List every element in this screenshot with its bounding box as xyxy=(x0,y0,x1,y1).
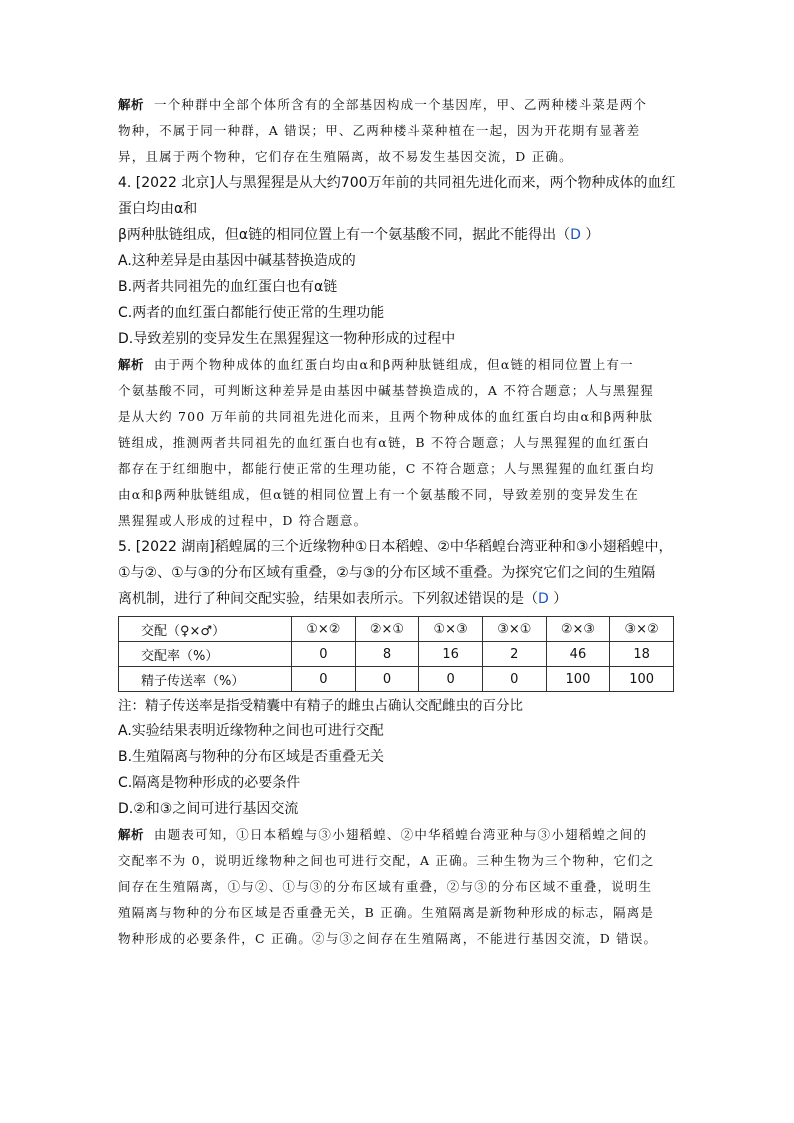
table-header-cell: 交配（♀×♂） xyxy=(119,617,292,642)
table-header-cell: ③×② xyxy=(610,617,674,642)
table-cell: 8 xyxy=(355,642,419,667)
q4-analysis-line-1: 解析 由于两个物种成体的血红蛋白均由α和β两种肽链组成，但α链的相同位置上有一 xyxy=(118,357,634,372)
q5-analysis-line-4: 殖隔离与物种的分布区域是否重叠无关，B 正确。生殖隔离是新物种形成的标志，隔离是 xyxy=(118,905,655,920)
q5-option-c: C.隔离是物种形成的必要条件 xyxy=(118,775,301,791)
table-cell: 100 xyxy=(610,667,674,692)
q5-stem-line-3: 离机制，进行了种间交配实验，结果如表所示。下列叙述错误的是（D ） xyxy=(118,591,568,607)
q5-analysis-line-1: 解析 由题表可知，①日本稻蝗与③小翅稻蝗、②中华稻蝗台湾亚种与③小翅稻蝗之间的 xyxy=(118,827,648,842)
table-header-cell: ③×① xyxy=(482,617,546,642)
table-header-cell: ②×③ xyxy=(546,617,610,642)
q4-option-a: A.这种差异是由基因中碱基替换造成的 xyxy=(118,253,356,269)
q5-option-d: D.②和③之间可进行基因交流 xyxy=(118,801,299,817)
q5-analysis-line-3: 间存在生殖隔离，①与②、①与③的分布区域有重叠，②与③的分布区域不重叠，说明生 xyxy=(118,879,653,894)
q4-stem-line-2: 蛋白均由α和 xyxy=(118,201,198,217)
q5-option-b: B.生殖隔离与物种的分布区域是否重叠无关 xyxy=(118,749,385,765)
table-cell: 0 xyxy=(292,667,356,692)
q4-analysis-line-3: 是从大约 700 万年前的共同祖先进化而来，且两个物种成体的血红蛋白均由α和β两种肽 xyxy=(118,409,654,424)
table-cell: 0 xyxy=(355,667,419,692)
q5-stem-line-1: 5. [2022 湖南]稻蝗属的三个近缘物种①日本稻蝗、②中华稻蝗台湾亚种和③小翅稻蝗中， xyxy=(118,539,673,555)
table-cell: 100 xyxy=(546,667,610,692)
table-row-label: 精子传送率（%） xyxy=(119,667,292,692)
q4-analysis-line-4: 链组成，推测两者共同祖先的血红蛋白也有α链，B 不符合题意；人与黑猩猩的血红蛋白 xyxy=(118,435,651,450)
table-cell: 0 xyxy=(419,667,483,692)
analysis-tag: 解析 xyxy=(118,357,145,372)
q4-analysis-line-6: 由α和β两种肽链组成，但α链的相同位置上有一个氨基酸不同，导致差别的变异发生在 xyxy=(118,487,639,502)
document-page xyxy=(118,92,678,952)
table-cell: 18 xyxy=(610,642,674,667)
analysis-prev-line-3: 异，且属于两个物种，它们存在生殖隔离，故不易发生基因交流，D 正确。 xyxy=(118,149,573,164)
analysis-prev-line-2: 物种，不属于同一种群，A 错误；甲、乙两种楼斗菜种植在一起，因为开花期有显著差 xyxy=(118,123,641,138)
q4-option-d: D.导致差别的变异发生在黑猩猩这一物种形成的过程中 xyxy=(118,331,456,347)
q4-analysis-line-5: 都存在于红细胞中，都能行使正常的生理功能，C 不符合题意；人与黑猩猩的血红蛋白均 xyxy=(118,461,655,476)
table-cell: 0 xyxy=(482,667,546,692)
q5-analysis-line-2: 交配率不为 0，说明近缘物种之间也可进行交配，A 正确。三种生物为三个物种，它们之 xyxy=(118,853,655,868)
table-header-cell: ①×③ xyxy=(419,617,483,642)
mating-table xyxy=(118,616,674,692)
q4-answer: D xyxy=(570,227,581,243)
q4-option-c: C.两者的血红蛋白都能行使正常的生理功能 xyxy=(118,305,385,321)
q4-analysis-line-7: 黑猩猩或人形成的过程中，D 符合题意。 xyxy=(118,513,368,528)
table-header-cell: ②×① xyxy=(355,617,419,642)
analysis-prev-line-1: 解析 一个种群中全部个体所含有的全部基因构成一个基因库，甲、乙两种楼斗菜是两个 xyxy=(118,97,648,112)
q4-stem-line-1: 4. [2022 北京]人与黑猩猩是从大约700万年前的共同祖先进化而来，两个物种成体的血红 xyxy=(118,175,676,191)
table-header-row xyxy=(119,617,674,642)
q5-analysis-line-5: 物种形成的必要条件，C 正确。②与③之间存在生殖隔离，不能进行基因交流，D 错误。 xyxy=(118,931,658,946)
table-row xyxy=(119,642,674,667)
table-cell: 2 xyxy=(482,642,546,667)
q5-option-a: A.实验结果表明近缘物种之间也可进行交配 xyxy=(118,723,384,739)
table-note: 注：精子传送率是指受精囊中有精子的雌虫占确认交配雌虫的百分比 xyxy=(118,698,523,714)
table-row-label: 交配率（%） xyxy=(119,642,292,667)
analysis-tag: 解析 xyxy=(118,827,145,842)
q4-option-b: B.两者共同祖先的血红蛋白也有α链 xyxy=(118,279,338,295)
table-cell: 0 xyxy=(292,642,356,667)
q5-answer: D xyxy=(538,591,549,607)
table-cell: 16 xyxy=(419,642,483,667)
q4-stem-line-3: β两种肽链组成，但α链的相同位置上有一个氨基酸不同，据此不能得出（D ） xyxy=(118,227,600,243)
analysis-tag: 解析 xyxy=(118,97,145,112)
table-cell: 46 xyxy=(546,642,610,667)
q5-stem-line-2: ①与②、①与③的分布区域有重叠，②与③的分布区域不重叠。为探究它们之间的生殖隔 xyxy=(118,565,656,581)
table-header-cell: ①×② xyxy=(292,617,356,642)
q4-analysis-line-2: 个氨基酸不同，可判断这种差异是由基因中碱基替换造成的，A 不符合题意；人与黑猩猩 xyxy=(118,383,655,398)
table-row xyxy=(119,667,674,692)
